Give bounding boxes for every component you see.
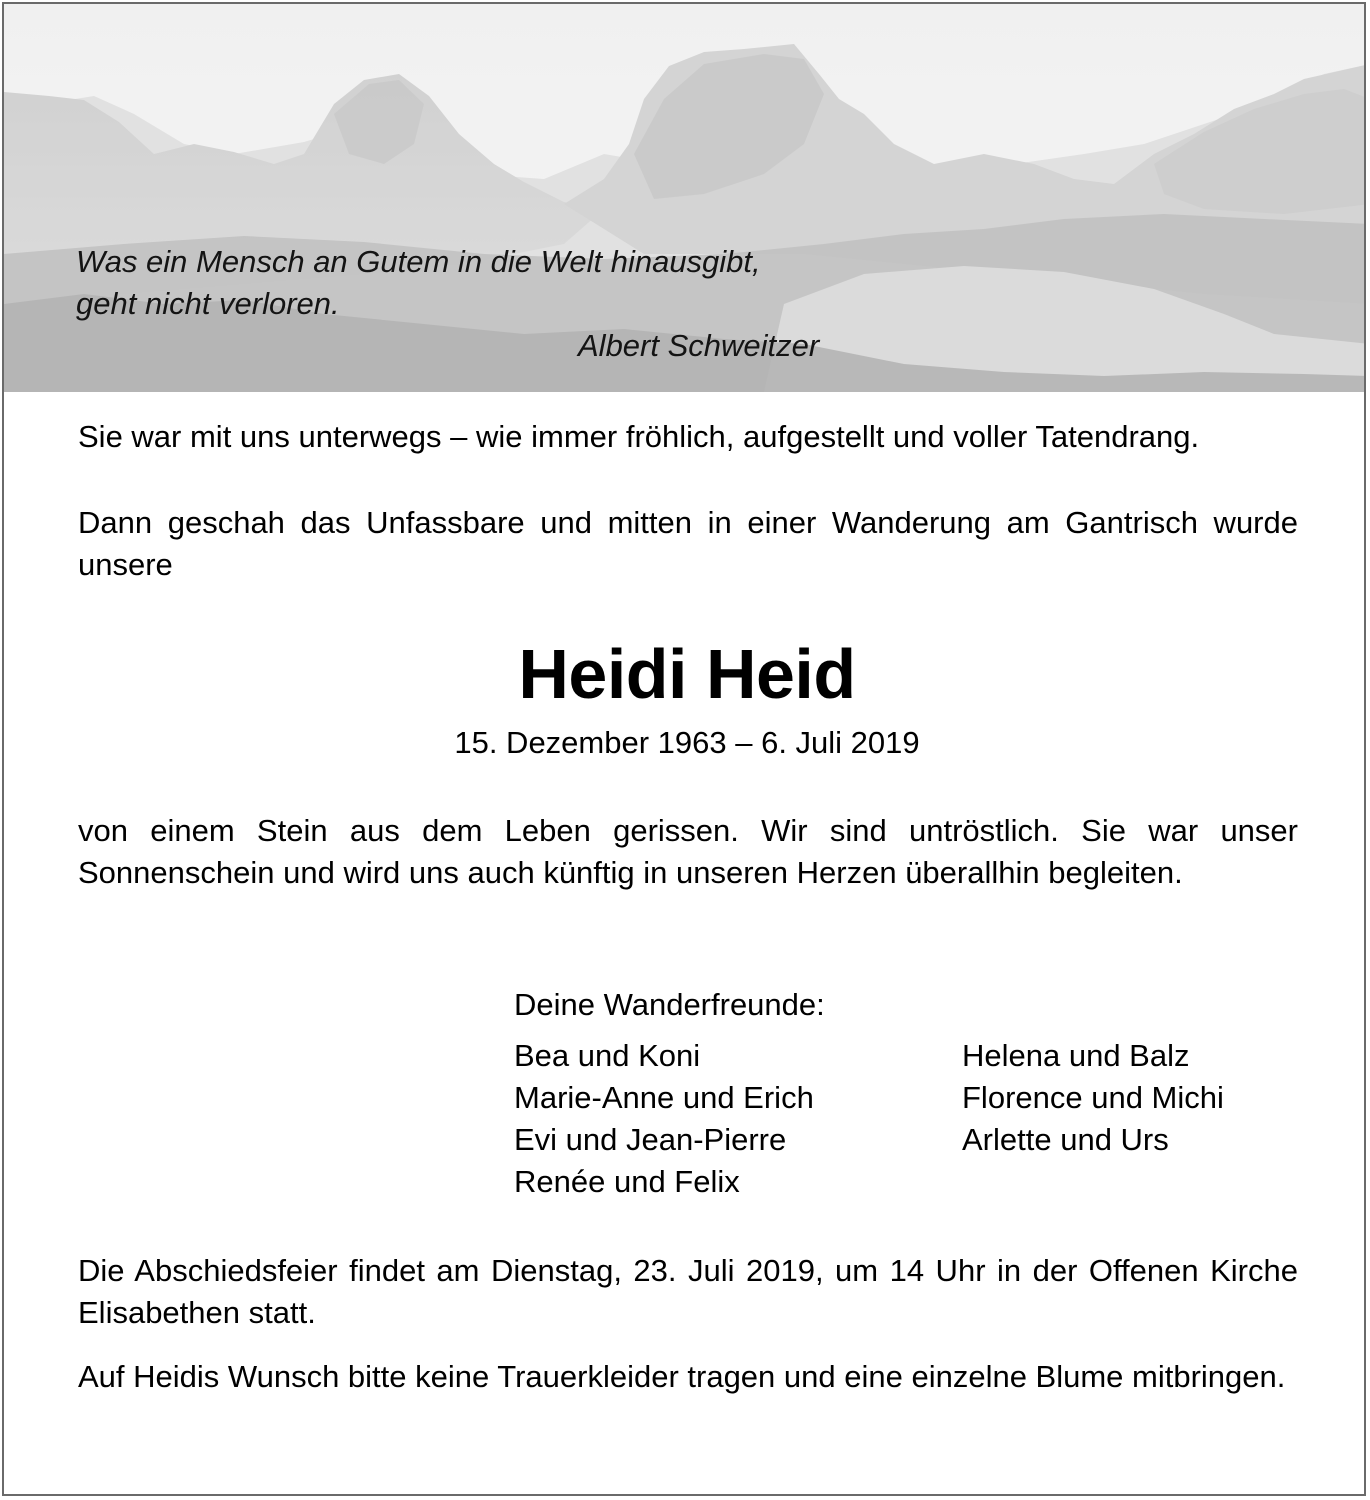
life-dates: 15. Dezember 1963 – 6. Juli 2019: [454, 725, 920, 760]
quote-line-1: Was ein Mensch an Gutem in die Welt hinausgibt,: [76, 244, 761, 279]
quote-line-2: geht nicht verloren.: [76, 286, 340, 321]
deceased-name: Heidi Heid: [518, 635, 856, 713]
intro-paragraph: Sie war mit uns unterwegs – wie immer fröhlich, aufgestellt und voller Tatendrang.: [78, 419, 1200, 454]
friends-list-left: [514, 1035, 814, 1203]
friend-couple: Bea und Koni: [514, 1038, 701, 1073]
wish-paragraph: Auf Heidis Wunsch bitte keine Trauerkleider tragen und eine einzelne Blume mitbringen.: [78, 1359, 1286, 1394]
friend-couple: Florence und Michi: [962, 1080, 1224, 1115]
event-paragraph: Dann geschah das Unfassbare und mitten in einer Wanderung am Gantrisch wurde unsere: [78, 505, 1298, 582]
friend-couple: Evi und Jean-Pierre: [514, 1122, 787, 1157]
friend-couple: Marie-Anne und Erich: [514, 1080, 814, 1115]
friend-couple: Renée und Felix: [514, 1164, 740, 1199]
mountain-header-image: [4, 4, 1366, 392]
tribute-paragraph: von einem Stein aus dem Leben gerissen. Wir sind untröstlich. Sie war unser Sonnenschein und wird uns auch künftig in unseren Herzen überallhin begleiten.: [78, 813, 1298, 890]
friends-heading: Deine Wanderfreunde:: [514, 987, 825, 1022]
friend-couple: Arlette und Urs: [962, 1122, 1169, 1157]
friends-list-right: [962, 1035, 1224, 1161]
quote-author: Albert Schweitzer: [578, 328, 820, 363]
friend-couple: Helena und Balz: [962, 1038, 1190, 1073]
obituary-notice: [2, 2, 1366, 1496]
ceremony-paragraph: Die Abschiedsfeier findet am Dienstag, 23. Juli 2019, um 14 Uhr in der Offenen Kirche Elisabethen statt.: [78, 1253, 1298, 1330]
